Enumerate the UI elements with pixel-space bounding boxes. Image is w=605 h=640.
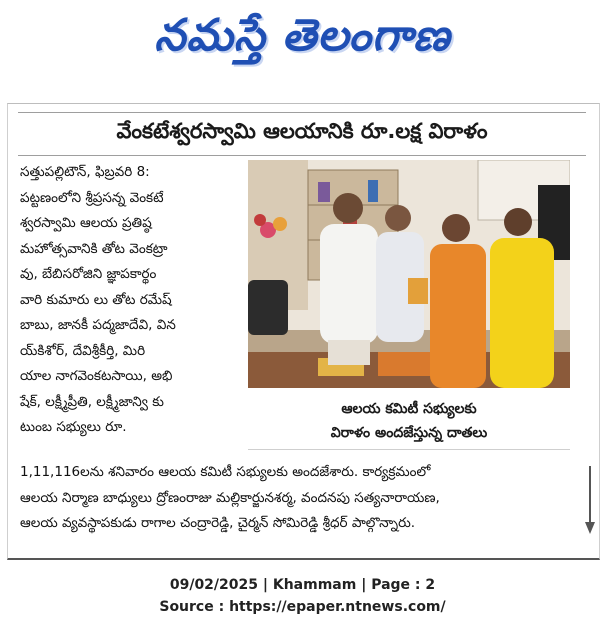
body-line: య్‌కిశోర్‌, దేవిశ్రీకీర్తి, మిరి xyxy=(20,342,146,359)
caption-line: ఆలయ కమిటీ సభ్యులకు xyxy=(341,400,477,417)
body-line: వు, బేబిసరోజిని జ్ఞాపకార్థం xyxy=(20,266,157,282)
body-line: టుంబ సభ్యులు రూ. xyxy=(20,419,127,435)
article-body-column xyxy=(20,160,240,441)
body-line: యాల నాగవెంకటసాయి, అభి xyxy=(20,368,173,384)
newspaper-masthead xyxy=(0,0,605,82)
photo-illustration xyxy=(248,160,570,388)
photo-caption xyxy=(248,392,570,450)
caption-line: విరాళం అందజేస్తున్న దాతలు xyxy=(330,424,488,441)
masthead-title: నమస్తే తెలంగాణ xyxy=(154,10,451,61)
footer-meta: 09/02/2025 | Khammam | Page : 2 xyxy=(169,577,436,593)
article-headline: వేంకటేశ్వరస్వామి ఆలయానికి రూ.లక్ష విరాళం xyxy=(116,119,488,143)
body-line: ఆలయ వ్యవస్థాపకుడు రాగాల చంద్రారెడ్డి, చైర్మన్‌ సోమిరెడ్డి శ్రీధర్‌ పాల్గొన్నారు. xyxy=(20,515,416,531)
body-line: ఆలయ నిర్మాణ బాధ్యులు ద్రోణంరాజు మల్లికార్జునశర్మ, వందనపు సత్యనారాయణ, xyxy=(20,489,440,506)
footer-source: Source : https://epaper.ntnews.com/ xyxy=(159,599,446,615)
body-line: బాబు, జానకీ పద్మజాదేవి, విన xyxy=(20,317,176,333)
article-photo xyxy=(248,160,570,388)
continue-arrow-icon xyxy=(584,466,596,536)
clipping-footer xyxy=(0,574,605,618)
body-line: వారి కుమారు లు తోట రమేష్‌ xyxy=(20,291,172,308)
body-line: పట్టణంలోని శ్రీప్రసన్న వెంకటే xyxy=(20,189,164,206)
article-body-continued xyxy=(20,460,586,537)
headline-box xyxy=(18,112,586,156)
body-line: షేక్‌, లక్ష్మీప్రీతి, లక్ష్మీజాన్వి కు xyxy=(20,393,164,410)
body-line: శ్వరస్వామి ఆలయ ప్రతిష్ఠ xyxy=(20,215,152,231)
body-line: సత్తుపల్లిటౌన్‌, ఫిబ్రవరి 8: xyxy=(20,164,150,180)
body-line: మహోత్సవానికి తోట వెంకట్రా xyxy=(20,240,168,257)
news-clipping xyxy=(7,103,600,560)
body-line: 1,11,116లను శనివారం ఆలయ కమిటీ సభ్యులకు అందజేశారు. కార్యక్రమంలో xyxy=(20,464,431,480)
